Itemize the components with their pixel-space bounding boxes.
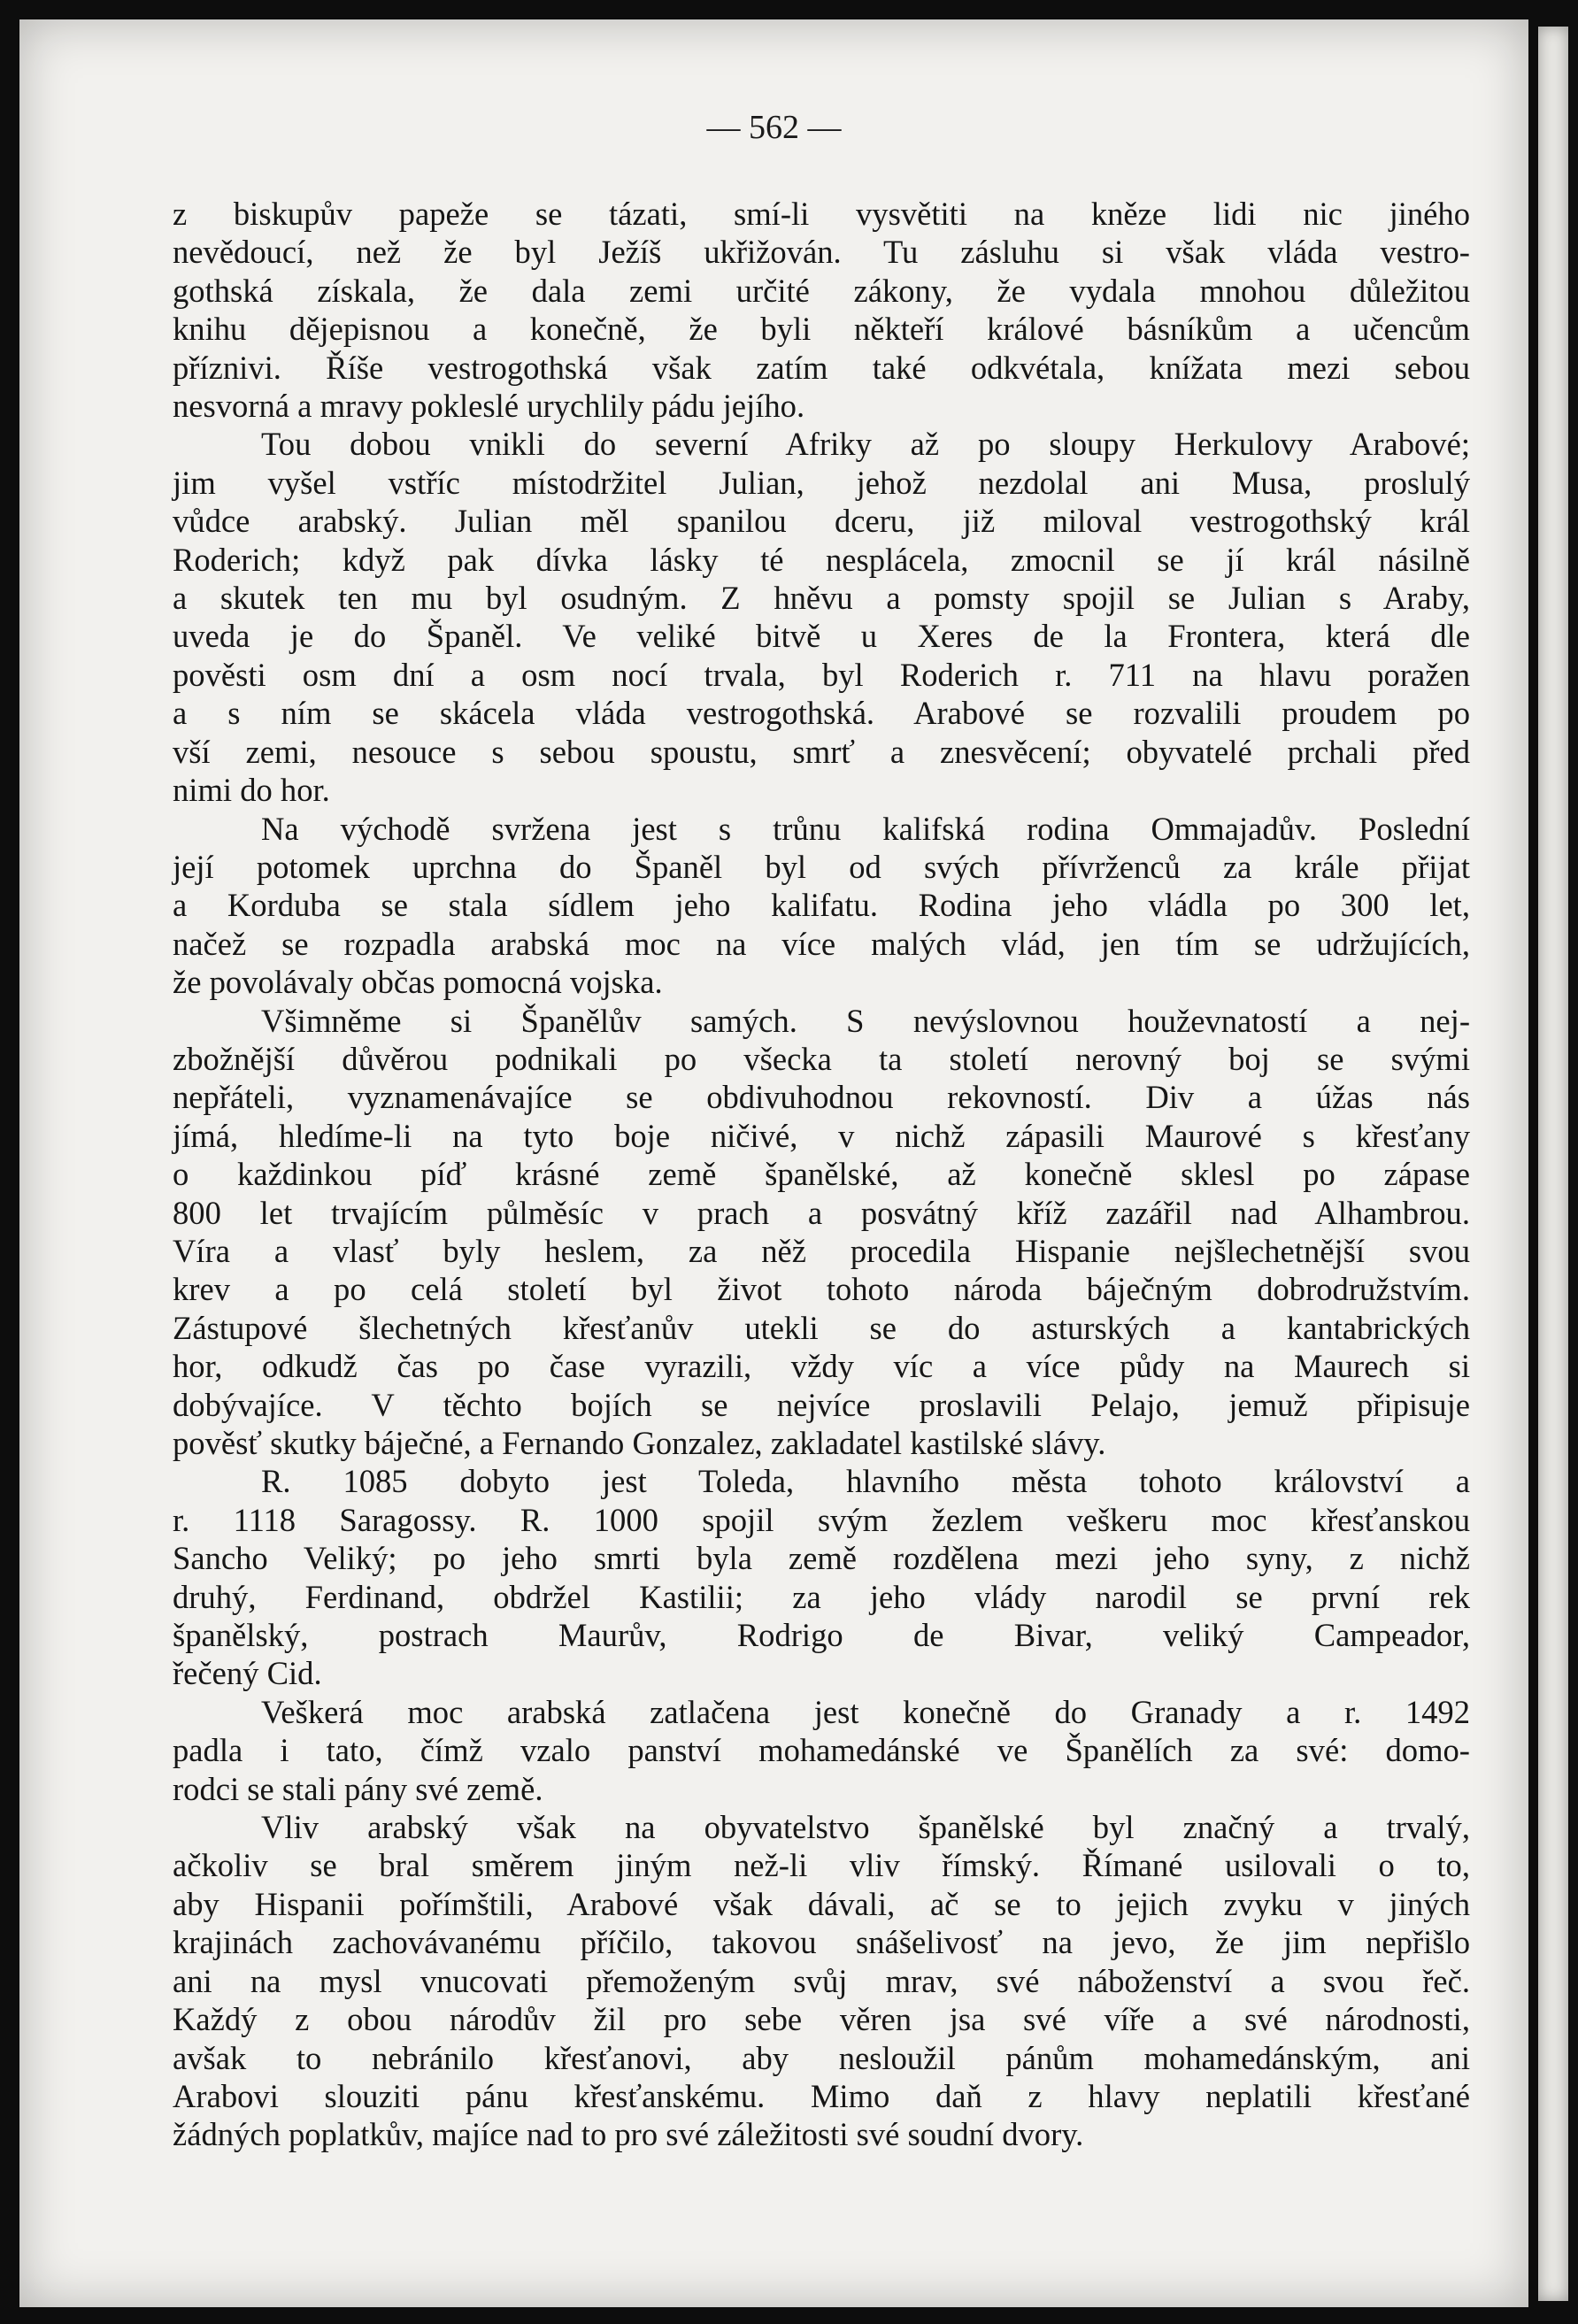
text-line: padla i tato, čímž vzalo panství mohamedánské ve Španělích za své: domo-	[173, 1732, 1470, 1769]
text-line: Veškerá moc arabská zatlačena jest konečně do Granady a r. 1492	[261, 1693, 1470, 1730]
text-line: Víra a vlasť byly heslem, za něž procedila Hispanie nejšlechetnější svou	[173, 1232, 1470, 1269]
text-line: aby Hispanii pořímštili, Arabové však dávali, ač se to jejich zvyku v jiných	[173, 1885, 1470, 1922]
text-line: druhý, Ferdinand, obdržel Kastilii; za jeho vlády narodil se první rek	[173, 1578, 1470, 1615]
text-line: knihu dějepisnou a konečně, že byli někteří králové básníkům a učencům	[173, 311, 1470, 348]
text-line: načež se rozpadla arabská moc na více malých vlád, jen tím se udržujících,	[173, 925, 1470, 962]
text-line: řečený Cid.	[173, 1655, 322, 1692]
text-line: Zástupové šlechetných křesťanův utekli se do asturských a kantabrických	[173, 1309, 1470, 1346]
text-line: gothská získala, že dala zemi určité zákony, že vydala mnohou důležitou	[173, 272, 1470, 309]
text-line: avšak to nebránilo křesťanovi, aby nesloužil pánům mohamedánským, ani	[173, 2039, 1470, 2076]
paragraph	[173, 1808, 1470, 2154]
text-line: dobývajíce. V těchto bojích se nejvíce proslavili Pelajo, jemuž připisuje	[173, 1386, 1470, 1423]
text-line: nesvorná a mravy pokleslé urychlily pádu jejího.	[173, 388, 805, 425]
text-line: vůdce arabský. Julian měl spanilou dceru, již miloval vestrogothský král	[173, 503, 1470, 540]
text-line: příznivi. Říše vestrogothská však zatím také odkvétala, knížata mezi sebou	[173, 349, 1470, 386]
text-line: vší zemi, nesouce s sebou spoustu, smrť a znesvěcení; obyvatelé prchali před	[173, 733, 1470, 770]
text-line: r. 1118 Saragossy. R. 1000 spojil svým žezlem veškeru moc křesťanskou	[173, 1501, 1470, 1538]
next-page-edge	[1538, 27, 1568, 2301]
text-line: ani na mysl vnucovati přemoženým svůj mrav, své náboženství a svou řeč.	[173, 1962, 1470, 1999]
text-line: a skutek ten mu byl osudným. Z hněvu a pomsty spojil se Julian s Araby,	[173, 580, 1470, 617]
page-number: — 562 —	[706, 109, 842, 146]
text-line: 800 let trvajícím půlměsíc v prach a posvátný kříž zazářil nad Alhambrou.	[173, 1194, 1470, 1231]
text-line: jim vyšel vstříc místodržitel Julian, jehož nezdolal ani Musa, proslulý	[173, 464, 1470, 501]
paragraph	[173, 1693, 1470, 1808]
text-line: žádných poplatkův, majíce nad to pro své záležitosti své soudní dvory.	[173, 2116, 1084, 2153]
text-line: o každinkou píď krásné země španělské, až konečně sklesl po zápase	[173, 1156, 1470, 1193]
text-line: Tou dobou vnikli do severní Afriky až po sloupy Herkulovy Arabové;	[261, 426, 1470, 463]
paragraph	[173, 195, 1470, 425]
text-line: a s ním se skácela vláda vestrogothská. Arabové se rozvalili proudem po	[173, 695, 1470, 732]
text-line: Arabovi slouziti pánu křesťanskému. Mimo daň z hlavy neplatili křesťané	[173, 2077, 1470, 2114]
text-line: krev a po celá století byl život tohoto národa báječným dobrodružstvím.	[173, 1271, 1470, 1308]
text-line: ačkoliv se bral směrem jiným než-li vliv římský. Římané usilovali o to,	[173, 1847, 1470, 1884]
text-line: nevědoucí, než že byl Ježíš ukřižován. Tu zásluhu si však vláda vestro-	[173, 234, 1470, 271]
text-line: zbožnější důvěrou podnikali po všecka ta století nerovný boj se svými	[173, 1040, 1470, 1077]
text-line: pověsti osm dní a osm nocí trvala, byl Roderich r. 711 na hlavu poražen	[173, 656, 1470, 693]
text-line: Sancho Veliký; po jeho smrti byla země rozdělena mezi jeho syny, z nichž	[173, 1540, 1470, 1577]
text-line: R. 1085 dobyto jest Toleda, hlavního města tohoto království a	[261, 1463, 1470, 1500]
text-line: že povolávaly občas pomocná vojska.	[173, 964, 663, 1001]
text-line: z biskupův papeže se tázati, smí-li vysvětiti na kněze lidi nic jiného	[173, 196, 1470, 232]
text-line: hor, odkudž čas po čase vyrazili, vždy víc a více půdy na Maurech si	[173, 1348, 1470, 1385]
paragraph	[173, 1002, 1470, 1463]
paragraph	[173, 1462, 1470, 1692]
text-line: španělský, postrach Maurův, Rodrigo de Bivar, veliký Campeador,	[173, 1617, 1470, 1654]
text-line: uveda je do Španěl. Ve veliké bitvě u Xeres de la Frontera, která dle	[173, 618, 1470, 655]
text-line: pověsť skutky báječné, a Fernando Gonzalez, zakladatel kastilské slávy.	[173, 1425, 1106, 1461]
paragraph	[173, 425, 1470, 809]
text-line: rodci se stali pány své země.	[173, 1770, 543, 1807]
body-text	[173, 195, 1470, 2154]
text-line: její potomek uprchna do Španěl byl od svých přívrženců za krále přijat	[173, 848, 1470, 885]
text-line: nimi do hor.	[173, 772, 330, 809]
text-line: Vliv arabský však na obyvatelstvo španělské byl značný a trvalý,	[261, 1809, 1470, 1846]
text-line: Všimněme si Španělův samých. S nevýslovnou houževnatostí a nej-	[261, 1002, 1470, 1039]
text-line: Na východě svržena jest s trůnu kalifská rodina Ommajadův. Poslední	[261, 810, 1470, 847]
text-line: jímá, hledíme-li na tyto boje ničivé, v nichž zápasili Maurové s křesťany	[173, 1117, 1470, 1154]
text-line: Každý z obou národův žil pro sebe věren jsa své víře a své národnosti,	[173, 2001, 1470, 2038]
book-page	[19, 19, 1528, 2307]
text-line: a Korduba se stala sídlem jeho kalifatu. Rodina jeho vládla po 300 let,	[173, 887, 1470, 924]
text-line: krajinách zachovávanému příčilo, takovou snášelivosť na jevo, že jim nepřišlo	[173, 1924, 1470, 1961]
paragraph	[173, 810, 1470, 1002]
text-line: Roderich; když pak dívka lásky té nesplácela, zmocnil se jí král násilně	[173, 541, 1470, 578]
text-line: nepřáteli, vyznamenávajíce se obdivuhodnou rekovností. Div a úžas nás	[173, 1079, 1470, 1116]
